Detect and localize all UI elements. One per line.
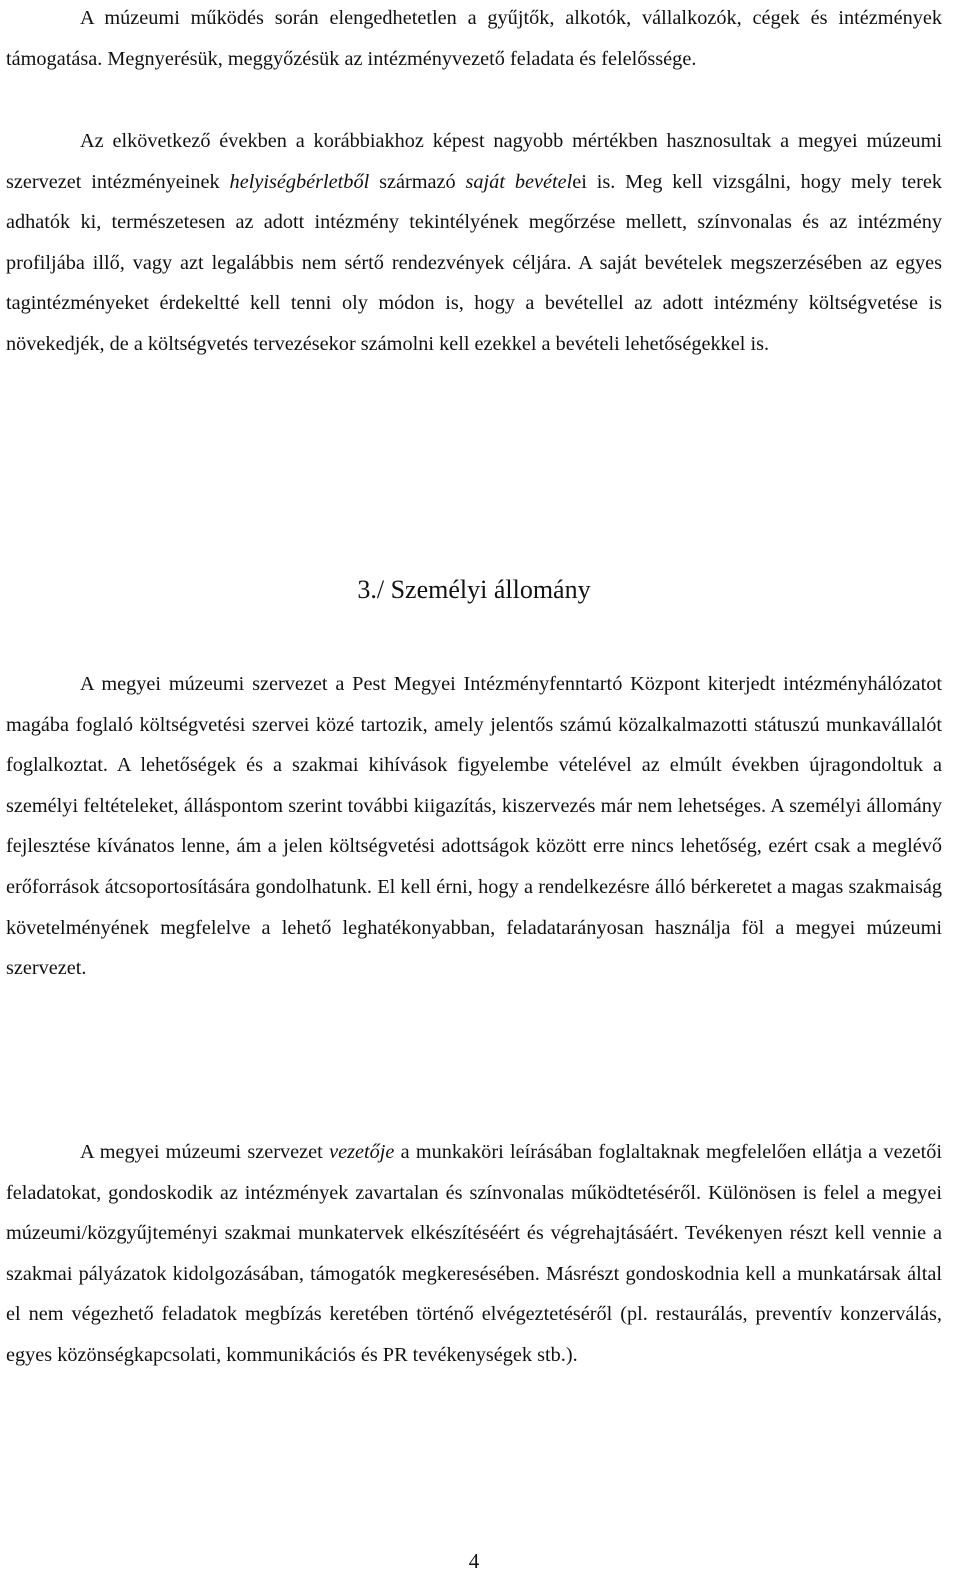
paragraph-own-revenue [6,121,942,365]
emphasis-rental: helyiségbérletből [229,170,370,193]
paragraph-director-duties-post: a munkaköri leírásában foglaltaknak megfelelően ellátja a vezetői feladatokat, gondoskodik az intézmények zavartalan és színvonalas működtetéséről. Különösen is felel a megyei múzeumi/közgyűjteményi szakmai munkatervek elkészítéséért és végrehajtásáért. Tevékenyen részt kell vennie a szakmai pályázatok kidolgozásában, támogatók megkeresésében. Másrészt gondoskodnia kell a munkatársak által el nem végezhető feladatok megbízás keretében történő elvégeztetéséről (pl. restaurálás, preventív konzerválás, egyes közönségkapcsolati, kommunikációs és PR tevékenységek stb.). [6,1141,943,1366]
paragraph-own-revenue-post: ei is. Meg kell vizsgálni, hogy mely terek adhatók ki, természetesen az adott intézmény tekintélyének megőrzése mellett, színvonalas és az intézmény profiljába illő, vagy azt legalábbis nem sértő rendezvények céljára. A saját bevételek megszerzésében az egyes tagintézményeket érdekeltté kell tenni oly módon is, hogy a bevétellel az adott intézmény költségvetése is növekedjék, de a költségvetés tervezésekor számolni kell ezekkel a bevételi lehetőségekkel is. [6,170,942,355]
paragraph-director-duties-pre: A megyei múzeumi szervezet [80,1141,330,1163]
emphasis-director: vezetője [329,1141,395,1163]
paragraph-sponsor-support: A múzeumi működés során elengedhetetlen a gyűjtők, alkotók, vállalkozók, cégek és intézmények támogatása. Megnyerésük, meggyőzésük az intézményvezető feladata és felelőssége. [6,7,942,70]
paragraph-director-duties [6,1132,942,1376]
paragraph-staffing: A megyei múzeumi szervezet a Pest Megyei Intézményfenntartó Központ kiterjedt intézményhálózatot magába foglaló költségvetési szervei közé tartozik, amely jelentős számú közalkalmazotti státuszú munkavállalót foglalkoztat. A lehetőségek és a szakmai kihívások figyelembe vételével az elmúlt években újragondoltuk a személyi feltételeket, álláspontom szerint további kiigazítás, kiszervezés már nem lehetséges. A személyi állomány fejlesztése kívánatos lenne, ám a jelen költségvetési adottságok között erre nincs lehetőség, ezért csak a meglévő erőforrások átcsoportosítására gondolhatunk. El kell érni, hogy a rendelkezésre álló bérkeretet a magas szakmaiság követelményének megfelelve a lehető leghatékonyabban, feladatarányosan használja föl a megyei múzeumi szervezet. [6,673,942,980]
paragraph-own-revenue-pre: Az elkövetkező években a korábbiakhoz képest nagyobb mértékben hasznosultak a megyei múzeumi szervezet intézményeinek [6,130,942,193]
emphasis-own-revenue: saját bevétel [465,170,573,193]
section-heading: 3./ Személyi állomány [357,575,591,604]
page-number: 4 [468,1549,480,1573]
paragraph-own-revenue-mid: származó [369,170,466,193]
